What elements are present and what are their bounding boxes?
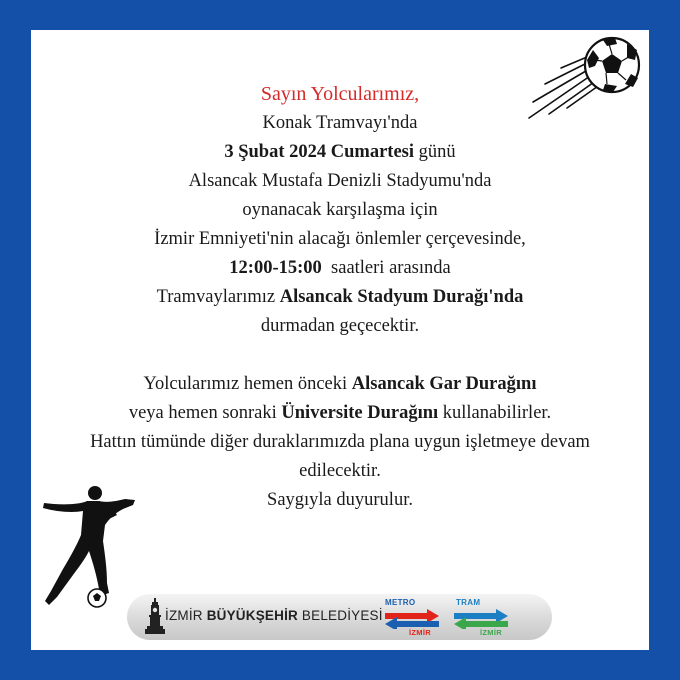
line-pass: durmadan geçecektir. [260, 316, 420, 336]
line-date: 3 Şubat 2024 Cumartesi günü [224, 142, 456, 162]
line-stadium: Alsancak Mustafa Denizli Stadyumu'nda [188, 171, 492, 191]
line-next-stop: veya hemen sonraki Üniversite Durağını kullanabilirler. [128, 403, 552, 423]
announcement-card [31, 30, 649, 650]
line-match: oynanacak karşılaşma için [242, 200, 438, 220]
clock-tower-icon [145, 598, 165, 634]
footer-logo-bar [127, 594, 552, 640]
line-operation: Hattın tümünde diğer duraklarımızda plana uygun işletmeye devam [90, 432, 590, 452]
line-operation-end: edilecektir. [299, 461, 381, 481]
skipped-stop: Alsancak Stadyum Durağı'nda [279, 287, 524, 307]
line-konak: Konak Tramvayı'nda [262, 113, 418, 133]
next-stop: Üniversite Durağını [281, 403, 439, 423]
line-time: 12:00-15:00 saatleri arasında [229, 258, 451, 278]
previous-stop: Alsancak Gar Durağını [351, 374, 537, 394]
organization-name: İZMİR BÜYÜKŞEHİR BELEDİYESİ [165, 608, 383, 623]
closing: Saygıyla duyurulur. [267, 490, 413, 510]
metro-izmir-logo: METRO İZMİR [383, 598, 441, 636]
line-stop: Tramvaylarımız Alsancak Stadyum Durağı'nda [156, 287, 524, 307]
line-measures: İzmir Emniyeti'nin alacağı önlemler çerçevesinde, [154, 229, 526, 249]
tram-arrows-icon [452, 607, 510, 629]
event-date: 3 Şubat 2024 Cumartesi [224, 142, 414, 162]
line-previous-stop: Yolcularımız hemen önceki Alsancak Gar Durağını [143, 374, 537, 394]
event-time: 12:00-15:00 [229, 258, 322, 278]
greeting: Sayın Yolcularımız, [260, 83, 420, 105]
announcement-text [31, 80, 649, 515]
tram-izmir-logo: TRAM İZMİR [452, 598, 510, 636]
metro-arrows-icon [383, 607, 441, 629]
